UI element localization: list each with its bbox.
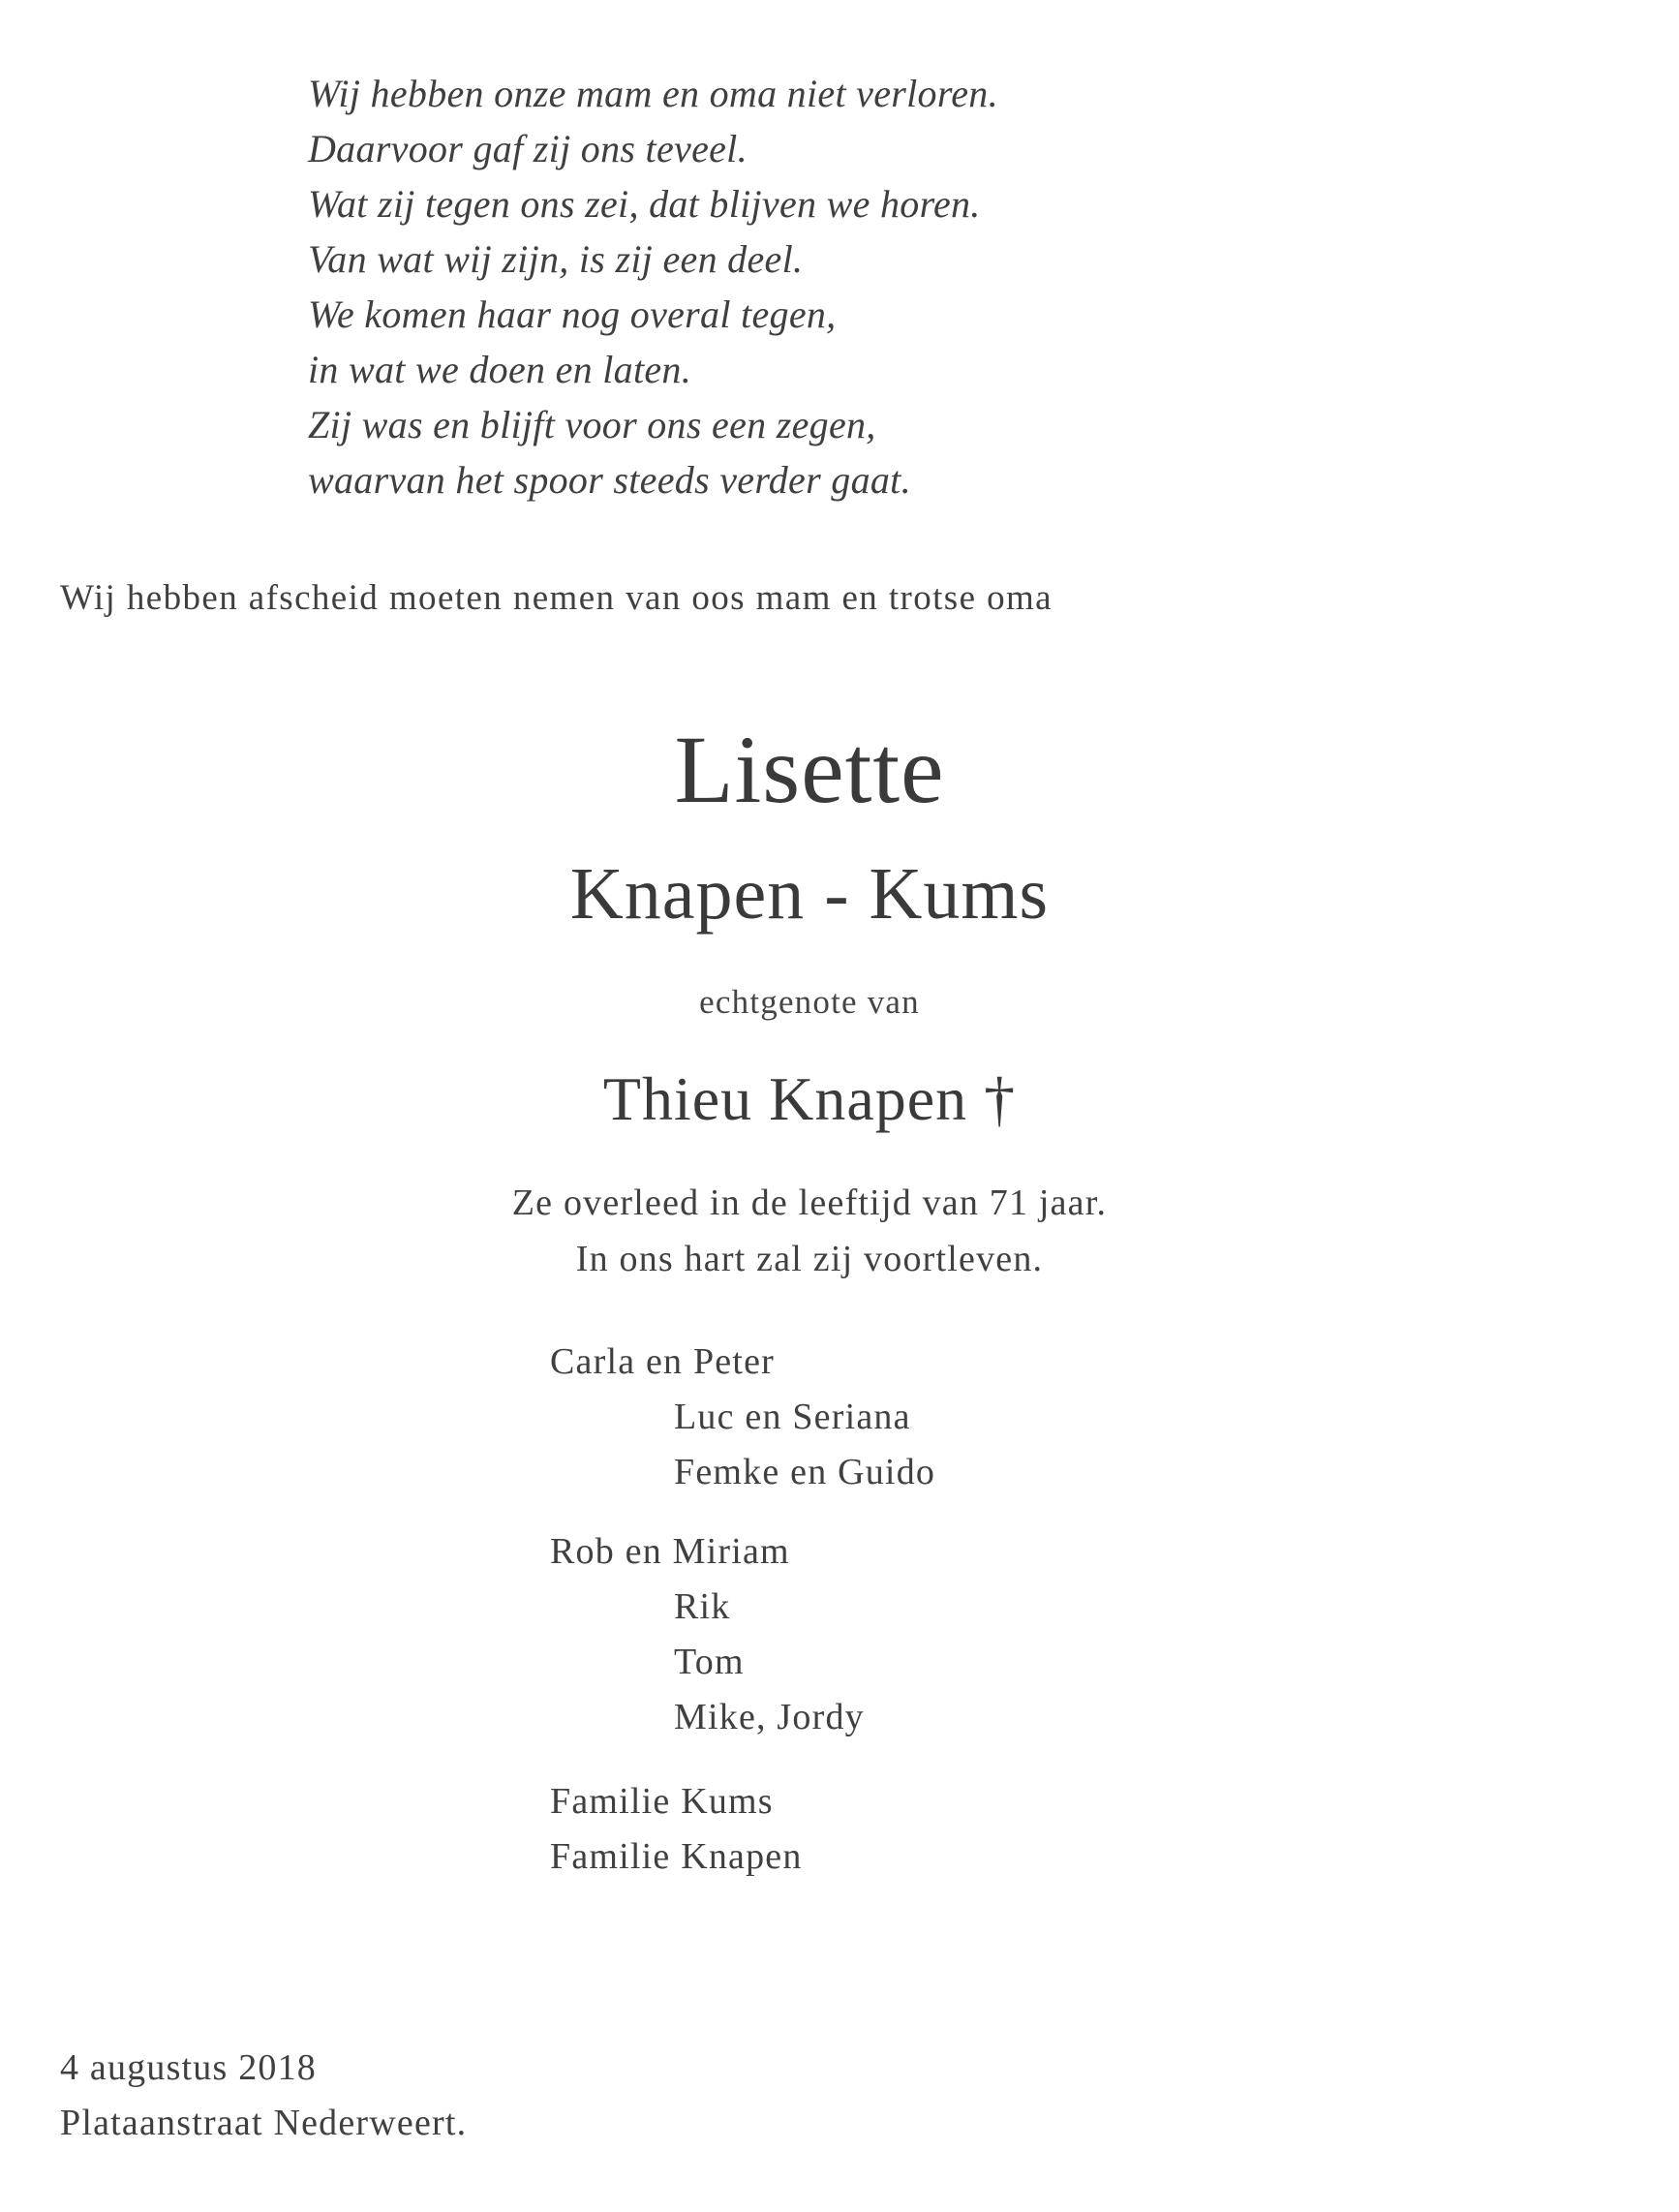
deceased-last-name: Knapen - Kums: [569, 853, 1050, 935]
poem-line: Wat zij tegen ons zei, dat blijven we horen.: [308, 182, 981, 226]
family-member: Femke en Guido: [674, 1452, 936, 1492]
age-statement: [422, 1175, 1197, 1287]
address-text: Plataanstraat Nederweert.: [60, 2103, 468, 2143]
poem-line: Zij was en blijft voor ons een zegen,: [308, 403, 876, 446]
family-group: [550, 1774, 935, 1885]
intro-sentence: Wij hebben afscheid moeten nemen van oos mam en trotse oma: [60, 578, 1053, 618]
poem-line: Daarvoor gaf zij ons teveel.: [308, 127, 748, 170]
family-head: Carla en Peter: [550, 1341, 776, 1382]
spouse-name: Thieu Knapen †: [602, 1064, 1017, 1133]
family-member: Familie Knapen: [550, 1836, 803, 1877]
poem-line: We komen haar nog overal tegen,: [308, 292, 837, 336]
footer-info: [60, 2041, 467, 2151]
date-text: 4 augustus 2018: [60, 2047, 317, 2088]
poem-line: in wat we doen en laten.: [308, 348, 692, 391]
deceased-first-name: Lisette: [674, 716, 945, 823]
poem-line: waarvan het spoor steeds verder gaat.: [308, 458, 911, 502]
family-group: [550, 1524, 935, 1745]
family-list: [550, 1335, 935, 1909]
family-member: Tom: [674, 1642, 745, 1682]
poem-line: Van wat wij zijn, is zij een deel.: [308, 237, 804, 281]
family-group: [550, 1335, 935, 1500]
family-head: Rob en Miriam: [550, 1531, 790, 1572]
poem-line: Wij hebben onze mam en oma niet verloren.: [308, 72, 998, 115]
family-member: Rik: [674, 1586, 731, 1627]
age-line: Ze overleed in de leeftijd van 71 jaar.: [511, 1183, 1108, 1223]
family-member: Luc en Seriana: [674, 1397, 911, 1437]
family-member: Familie Kums: [550, 1781, 774, 1822]
remembrance-line: In ons hart zal zij voortleven.: [575, 1239, 1044, 1279]
memorial-poem: [308, 66, 1276, 507]
spouse-label: echtgenote van: [699, 983, 920, 1021]
family-member: Mike, Jordy: [674, 1697, 865, 1737]
